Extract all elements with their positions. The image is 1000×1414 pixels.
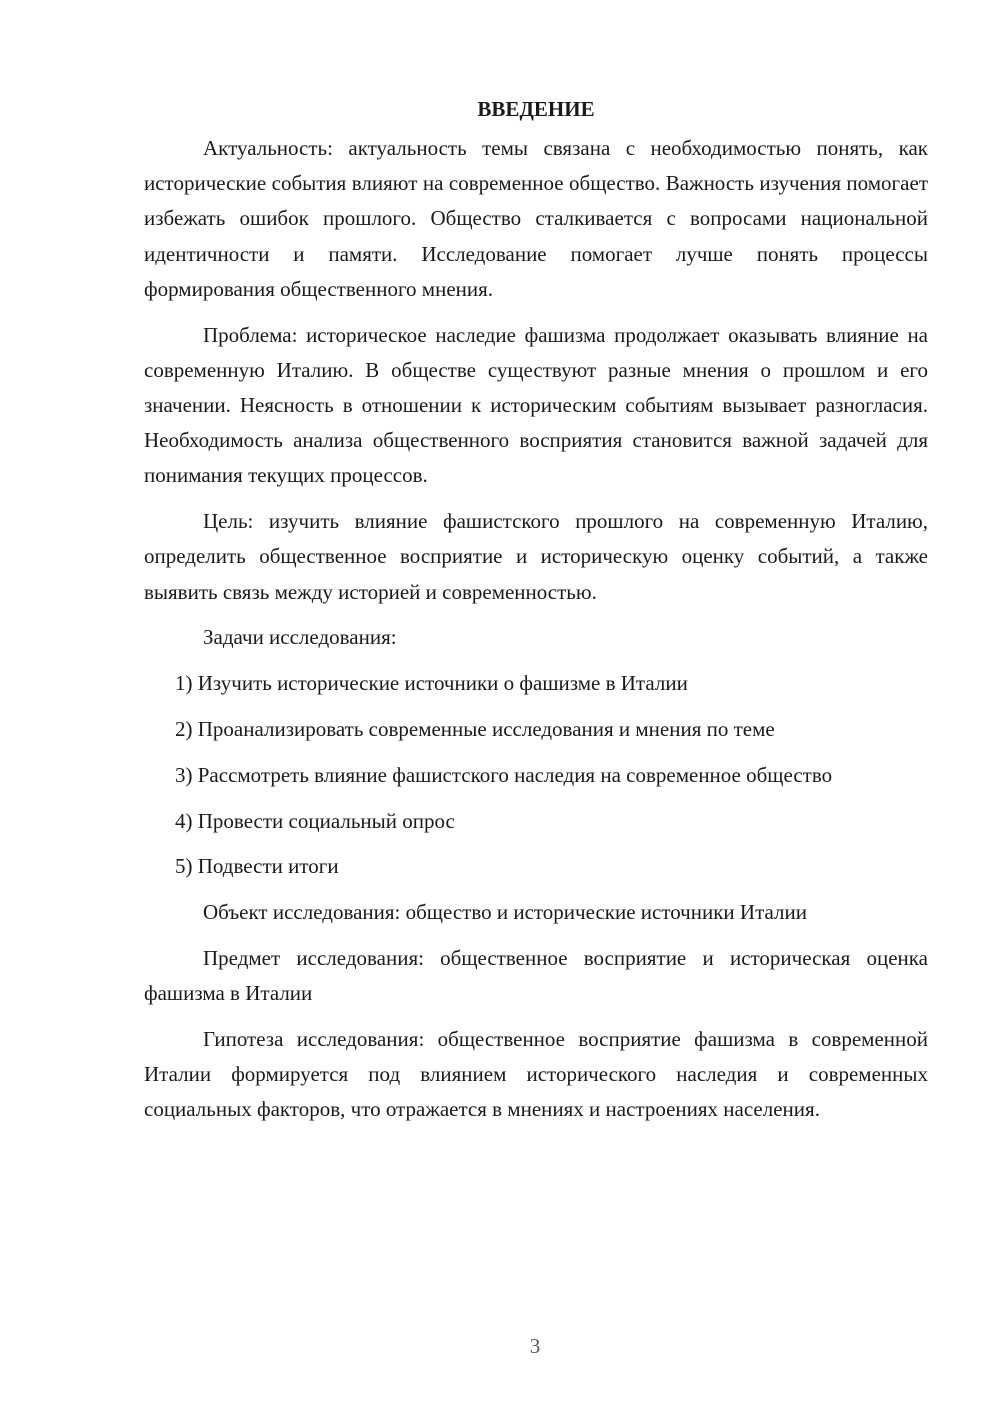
task-item: 1) Изучить исторические источники о фашизме в Италии (175, 671, 688, 696)
paragraph-tasks-title: Задачи исследования: (203, 625, 397, 650)
task-item: 3) Рассмотреть влияние фашистского наследия на современное общество (175, 762, 833, 787)
task-item: 5) Подвести итоги (175, 854, 339, 879)
paragraph-hypothesis: Гипотеза исследования: общественное восприятие фашизма в современной Италии формируется под влиянием исторического наследия и современных социальных факторов, что отражается в мнениях и настроениях населения. (144, 1027, 928, 1122)
section-heading: ВВЕДЕНИЕ (477, 97, 595, 121)
page-number: 3 (529, 1334, 541, 1358)
document-page (144, 92, 928, 1138)
task-item: 4) Провести социальный опрос (175, 808, 455, 833)
task-item: 2) Проанализировать современные исследования и мнения по теме (175, 717, 775, 742)
paragraph-subject: Предмет исследования: общественное восприятие и историческая оценка фашизма в Италии (144, 946, 928, 1006)
paragraph-problem: Проблема: историческое наследие фашизма продолжает оказывать влияние на современную Италию. В обществе существуют разные мнения о прошлом и его значении. Неясность в отношении к историческим событиям вызывает разногласия. Необходимость анализа общественного восприятия становится важной задачей для понимания текущих процессов. (144, 322, 928, 488)
paragraph-object: Объект исследования: общество и исторические источники Италии (203, 900, 807, 925)
paragraph-relevance: Актуальность: актуальность темы связана с необходимостью понять, как исторические события влияют на современное общество. Важность изучения помогает избежать ошибок прошлого. Общество сталкивается с вопросами национальной идентичности и памяти. Исследование помогает лучше понять процессы формирования общественного мнения. (144, 136, 928, 301)
paragraph-goal: Цель: изучить влияние фашистского прошлого на современную Италию, определить общественное восприятие и историческую оценку событий, а также выявить связь между историей и современностью. (144, 509, 928, 604)
